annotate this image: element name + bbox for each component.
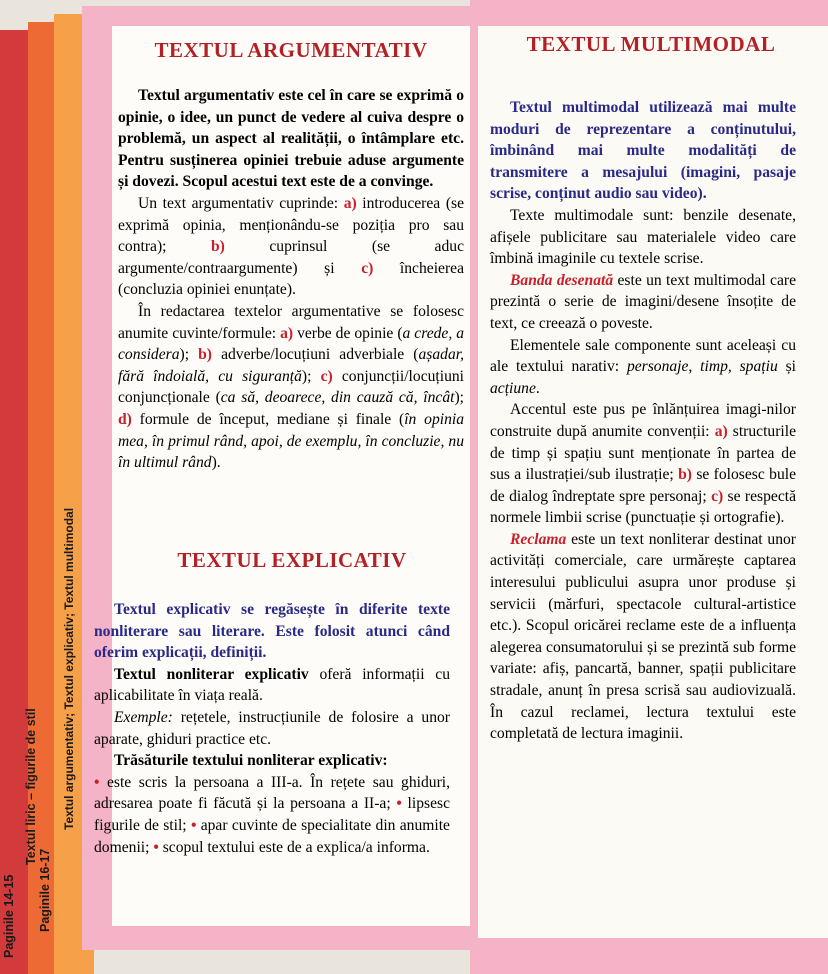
explicativ-nonliterar: Textul nonliterar explicativ oferă informații cu aplicabilitate în viața reală. xyxy=(94,665,450,705)
explicativ-examples: Exemple: rețetele, instrucțiunile de folosire a unor aparate, ghiduri practice etc. xyxy=(94,708,450,748)
banda-desenata: Banda desenată este un text multimodal care prezintă o serie de imagini/desene însoțite de text, ce creează o poveste. xyxy=(490,271,797,332)
explicativ-intro: Textul explicativ se regăsește în diferite texte nonliterare sau literare. Este folosit atunci când oferim explicații, definiții. xyxy=(94,601,450,662)
tab-label-pages-14-15: Paginile 14-15 xyxy=(2,874,16,958)
banda-conventions: Accentul este pus pe înlănțuirea imagi-nilor construite după anumite convenții: a) structurile de timp și spațiu sunt menționate în partea de sus a ilustrației/sub ilustrație; b) se folosesc bule de dialog îndreptate spre personaj; c) se respectă normele limbii scrise (punctuație și ortografie). xyxy=(490,401,797,527)
tab-label-liric: Textul liric – figurile de stil xyxy=(24,708,38,865)
argumentativ-section xyxy=(118,38,464,474)
argumentativ-intro: Textul argumentativ este cel în care se exprimă o opinie, o idee, un punct de vedere al cuiva despre o problemă, un aspect al realității, o întâmplare etc. Pentru susținerea opiniei trebuie aduse argumente și dovezi. Scopul acestui text este de a convinge. xyxy=(118,87,464,191)
multimodal-types: Texte multimodale sunt: benzile desenate, afișele publicitare sau materialele video care îmbină imaginile cu textele scrise. xyxy=(490,206,796,268)
argumentativ-title: TEXTUL ARGUMENTATIV xyxy=(154,38,428,62)
multimodal-intro: Textul multimodal utilizează mai multe moduri de reprezentare a conținutului, îmbinând mai multe modalități de transmitere a mesajului (imagini, pasaje scrise, conținut audio sau video). xyxy=(490,99,796,203)
multimodal-section xyxy=(490,32,796,745)
tab-label-pages-16-17: Paginile 16-17 xyxy=(38,848,52,932)
argumentativ-structure: Un text argumentativ cuprinde: a) introducerea (se exprimă opinia, menționându-se poziția pro sau contra); b) cuprinsul (se aduc argumente/contraargumente) și c) încheierea (concluzia opiniei enunțate). xyxy=(118,194,464,299)
explicativ-features-heading: Trăsăturile textului nonliterar explicativ: xyxy=(114,752,388,770)
argumentativ-formulas: În redactarea textelor argumentative se folosesc anumite cuvinte/formule: a) verbe de opinie (a crede, a considera); b) adverbe/locuțiuni adverbiale (așadar, fără îndoială, cu siguranță); c) conjuncții/locuțiuni conjuncționale (ca să, deoarece, din cauză că, încât); d) formule de început, mediane și finale (în opinia mea, în primul rând, apoi, de exemplu, în concluzie, nu în ultimul rând). xyxy=(118,302,464,472)
explicativ-features: • este scris la persoana a III-a. În rețete sau ghiduri, adresarea poate fi făcută și la persoana a II-a; • lipsesc figurile de stil; • apar cuvinte de specialitate din anumite domenii; • scopul textului este de a explica/a informa. xyxy=(94,773,450,856)
explicativ-title: TEXTUL EXPLICATIV xyxy=(177,548,407,572)
reclama: Reclama este un text nonliterar destinat unor activități comerciale, care urmărește captarea interesului publicului asupra unor produse și servicii (mărfuri, spectacole cultural-artistice etc.). Scopul oricărei reclame este de a influența alegerea consumatorului și se prezintă sub forme variate: afiș, pancartă, banner, spații publicitare stradale, anunț în presa scrisă sau audiovizuală. În cazul reclamei, lectura textului este completată de lectura imaginii. xyxy=(490,530,796,743)
explicativ-section xyxy=(94,548,450,858)
tab-label-topics: Textul argumentativ; Textul explicativ; Textul multimodal xyxy=(62,507,76,830)
banda-elements: Elementele sale componente sunt aceleași cu ale textului narativ: personaje, timp, spațiu și acțiune. xyxy=(490,336,796,397)
multimodal-title: TEXTUL MULTIMODAL xyxy=(526,32,776,56)
